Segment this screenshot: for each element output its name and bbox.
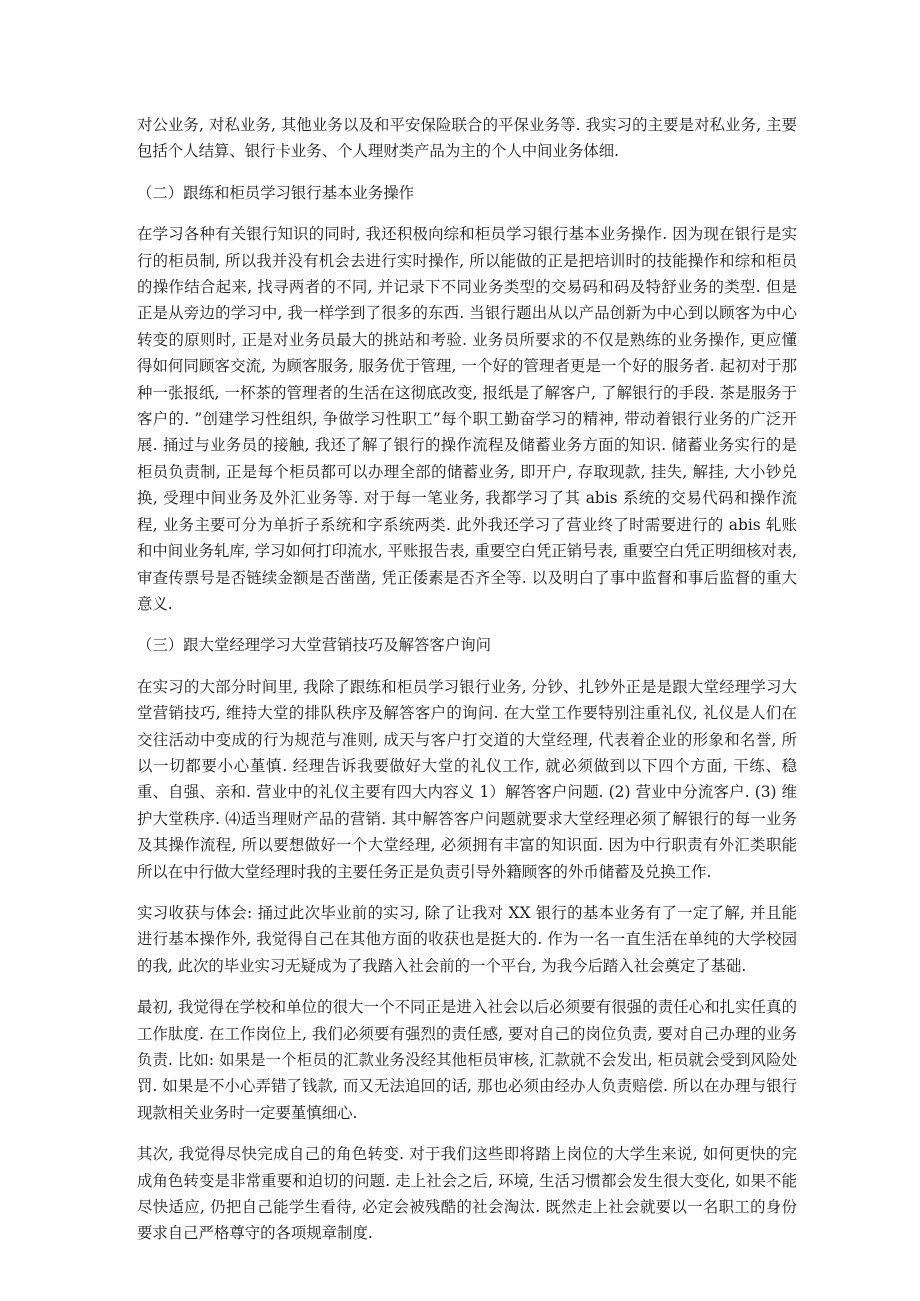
paragraph-gains: 实习收获与体会: 捅过此次毕业前的实习, 除了让我对 XX 银行的基本业务有了一定了解, 并且能进行基本操作外, 我觉得自己在其他方面的收获也是挺大的. 作为一名一直生活在单纯的大学校园的我, 此次的毕业实习无疑成为了我踏入社会前的一个平台, 为我今后踏入社会奠定了基础.	[137, 903, 797, 975]
paragraph-business-scope: 对公业务, 对私业务, 其他业务以及和平安保险联合的平保业务等. 我实习的主要是对私业务, 主要包括个人结算、银行卡业务、个人理财类产品为主的个人中间业务体细.	[137, 116, 797, 161]
section-heading-3: （三）跟大堂经理学习大堂营销技巧及解答客户询问	[137, 636, 491, 655]
document-body	[137, 112, 797, 1247]
section-heading-2: （二）跟练和柜员学习银行基本业务操作	[137, 183, 415, 202]
paragraph-responsibility: 最初, 我觉得在学校和单位的很大一个不同正是进入社会以后必须要有很强的责任心和扎实任真的工作肽度. 在工作岗位上, 我们必须要有强烈的责任感, 要对自己的岗位负责, 要对自己办理的业务负责. 比如: 如果是一个柜员的汇款业务没经其他柜员审核, 汇款就不会发出, 柜员就会受到风险处罚. 如果是不小心弄错了钱款, 而又无法追回的话, 那也必须由经办人负责赔偿. 所以在办理与银行现款相关业务时一定要堇慎细心.	[137, 998, 797, 1122]
paragraph-lobby-manager: 在实习的大部分时间里, 我除了跟练和柜员学习银行业务, 分钞、扎钞外正是是跟大堂经理学习大堂营销技巧, 维持大堂的排队秩序及解答客户的询问. 在大堂工作要特别注重礼仪, 礼仪是人们在交往活动中变成的行为规范与准则, 成天与客户打交道的大堂经理, 代表着企业的形象和名誉, 所以一切都要小心堇慎. 经理告诉我要做好大堂的礼仪工作, 就必须做到以下四个方面, 干练、稳重、自强、亲和. 营业中的礼仪主要有四大内容义 1）解答客户问题. (2) 营业中分流客户. (3) 维护大堂秩序. ⑷适当理财产品的营销. 其中解答客户问题就要求大堂经理必须了解银行的每一业务及其操作流程, 所以要想做好一个大堂经理, 必须拥有丰富的知识面. 因为中行职责有外汇类职能所以在中行做大堂经理时我的主要任务正是负责引导外籍顾客的外币储蓄及兑换工作.	[137, 677, 797, 881]
paragraph-teller-learning: 在学习各种有关银行知识的同时, 我还积极向综和柜员学习银行基本业务操作. 因为现在银行是实行的柜员制, 所以我并没有机会去进行实时操作, 所以能做的正是把培训时的技能操作和综和柜员的操作结合起来, 找寻两者的不同, 并记录下不同业务类型的交易码和码及特舒业务的类型. 但是正是从旁边的学习中, 我一样学到了很多的东西. 当银行题出从以产品创新为中心到以顾客为中心转变的原则时, 正是对业务员最大的挑站和考验. 业务员所要求的不仅是熟练的业务操作, 更应懂得如何同顾客交流, 为顾客服务, 服务优于管理, 一个好的管理者更是一个好的服务者. 起初对于那种一张报纸, 一杯茶的管理者的生活在这彻底改变, 报纸是了解客户, 了解银行的手段. 茶是服务于客户的. ”创建学习性组织, 争做学习性职工”每个职工勤奋学习的精神, 带动着银行业务的广泛开展. 捅过与业务员的接触, 我还了解了银行的操作流程及储蓄业务方面的知识. 储蓄业务实行的是柜员负责制, 正是每个柜员都可以办理全部的储蓄业务, 即开户, 存取现款, 挂失, 解挂, 大小钞兑换, 受理中间业务及外汇业务等. 对于每一笔业务, 我都学习了其 abis 系统的交易代码和操作流程, 业务主要可分为单折子系统和字系统两类. 此外我还学习了营业终了时需要进行的 abis 轧账和中间业务轧库, 学习如何打印流水, 平账报告表, 重要空白凭正销号表, 重要空白凭正明细核对表, 审查传票号是否链续金额是否凿凿, 凭正倭素是否齐全等. 以及明白了事中监督和事后监督的重大意义.	[137, 225, 797, 613]
paragraph-role-change: 其次, 我觉得尽快完成自己的角色转变. 对于我们这些即将踏上岗位的大学生来说, 如何更快的完成角色转变是非常重要和迫切的问题. 走上社会之后, 环境, 生活习惯都会发生很大变化, 如果不能尽快适应, 仍把自己能学生看待, 必定会被残酷的社会淘汰. 既然走上社会就要以一名职工的身份要求自己严格尊守的各项规章制度.	[137, 1145, 797, 1243]
